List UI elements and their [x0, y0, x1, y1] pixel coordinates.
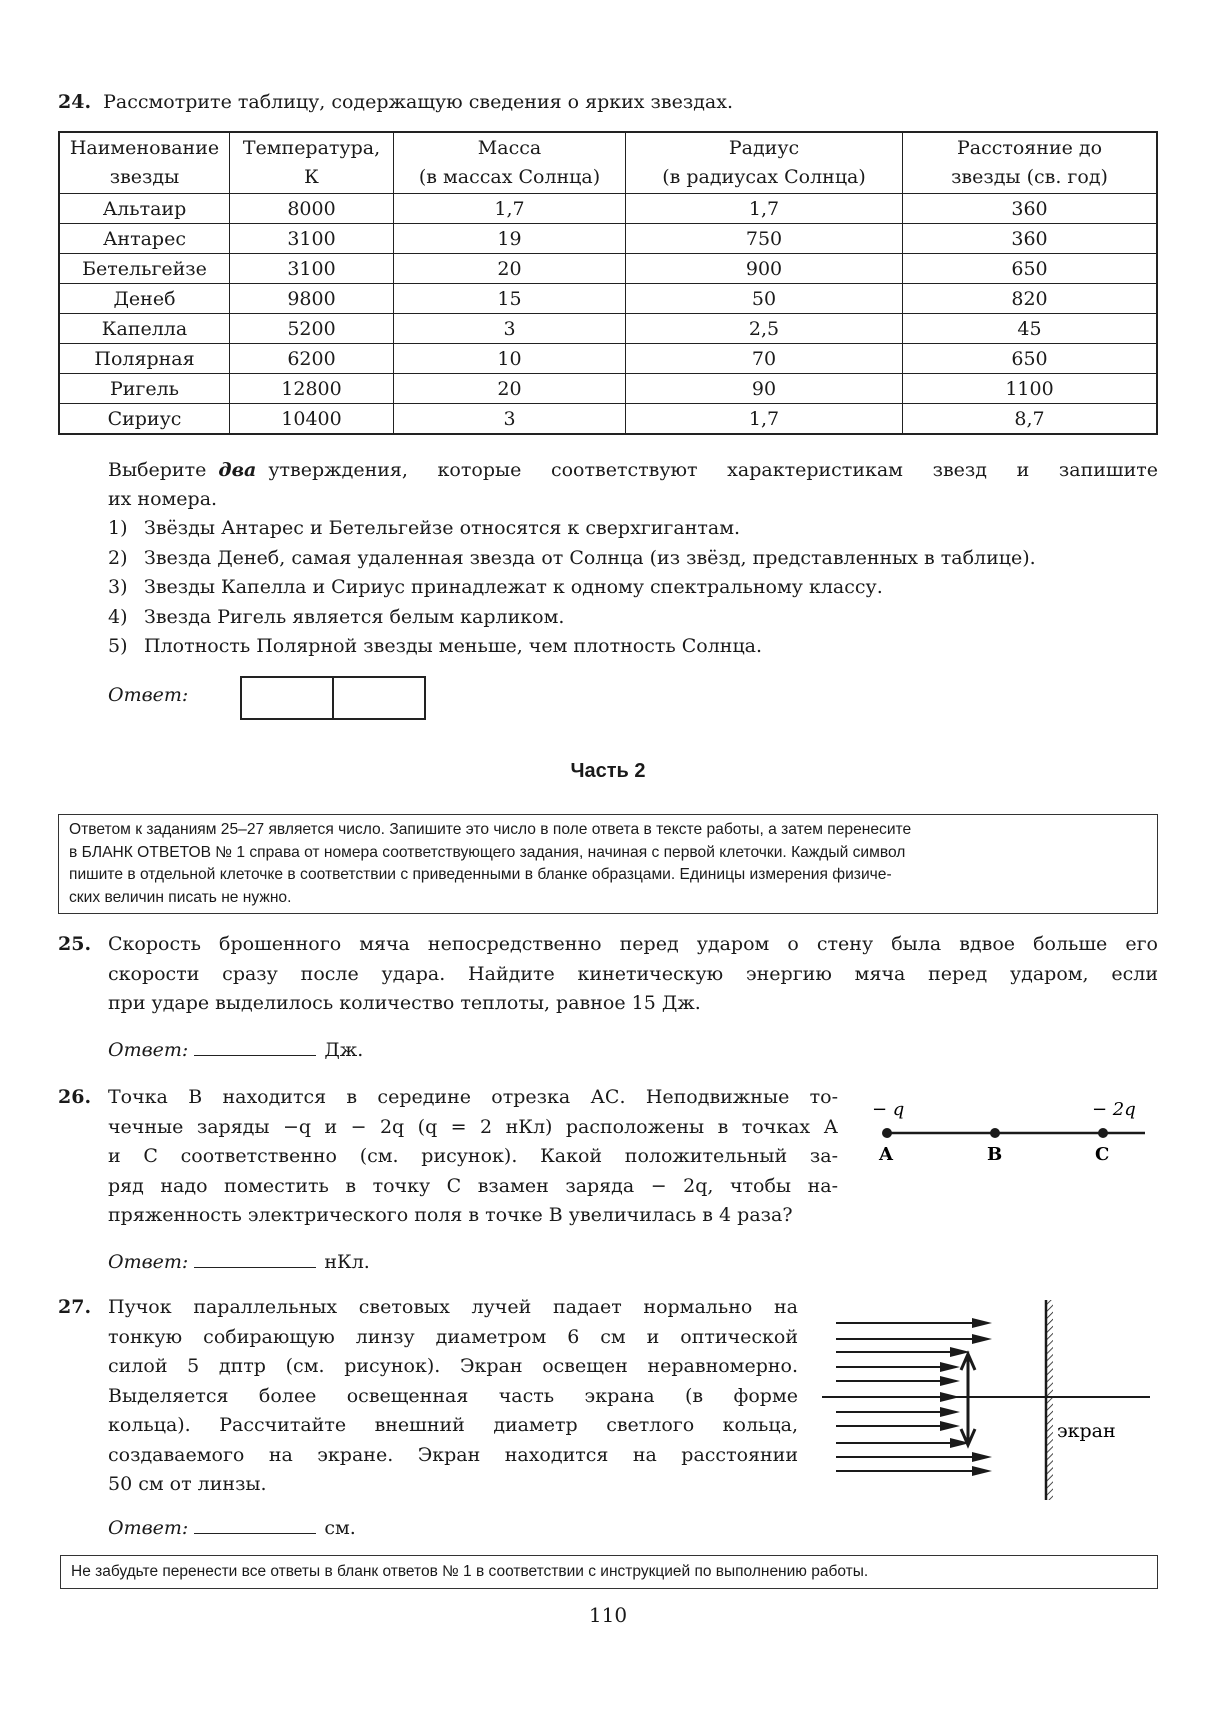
point-a-dot — [882, 1128, 892, 1138]
table-row — [59, 224, 1157, 254]
q26-answer — [108, 1247, 370, 1273]
part2-instructions — [58, 814, 1158, 914]
q27-number: 27. — [58, 1296, 92, 1318]
q24-prompt-before: Выберите — [108, 459, 207, 481]
header-mass: Масса (в массах Солнца) — [394, 132, 626, 194]
q24-answer-label: Ответ: — [108, 684, 189, 706]
cell-radius: 50 — [626, 284, 903, 314]
arrow-head-icon — [972, 1452, 992, 1462]
charge-c-label: − 2q — [1092, 1099, 1136, 1120]
arrow-head-icon — [972, 1334, 992, 1344]
arrow-head-icon — [940, 1407, 960, 1417]
arrow-head-icon — [940, 1421, 960, 1431]
page-number: 110 — [588, 1603, 628, 1627]
q26-number: 26. — [58, 1086, 92, 1108]
q26-unit: нКл. — [324, 1251, 370, 1273]
point-a-label: A — [879, 1144, 893, 1165]
q26-answer-label: Ответ: — [108, 1251, 189, 1273]
cell-name: Денеб — [59, 284, 230, 314]
q24-answer-boxes[interactable] — [240, 676, 426, 720]
cell-distance: 360 — [903, 224, 1158, 254]
charge-a-label: − q — [872, 1099, 905, 1120]
q25-text: Скорость брошенного мяча непосредственно перед ударом о стену была вдвое больше его скорости сразу после удара. Найдите кинетическую энергию мяча перед ударом, если при ударе выделилось количество теплоты, равное 15 Дж. — [108, 933, 1158, 1014]
cell-distance: 360 — [903, 194, 1158, 224]
table-row — [59, 194, 1157, 224]
cell-temperature: 3100 — [230, 224, 394, 254]
q24-prompt-emphasis: два — [218, 459, 257, 481]
cell-temperature: 6200 — [230, 344, 394, 374]
cell-radius: 90 — [626, 374, 903, 404]
point-c-dot — [1098, 1128, 1108, 1138]
instruction-line: в БЛАНК ОТВЕТОВ № 1 справа от номера соответствующего задания, начиная с первой клеточки. Каждый символ — [69, 843, 906, 861]
q24-option: 1) Звёзды Антарес и Бетельгейзе относятся к сверхгигантам. — [108, 517, 741, 539]
table-row — [59, 254, 1157, 284]
q25-unit: Дж. — [324, 1039, 364, 1061]
cell-radius: 1,7 — [626, 194, 903, 224]
cell-radius: 1,7 — [626, 404, 903, 435]
q25-number: 25. — [58, 933, 92, 955]
cell-temperature: 8000 — [230, 194, 394, 224]
arrow-head-icon — [940, 1376, 960, 1386]
q24-option: 3) Звезды Капелла и Сириус принадлежат к одному спектральному классу. — [108, 576, 883, 598]
q26-answer-field[interactable] — [194, 1247, 316, 1268]
arrow-head-icon — [972, 1466, 992, 1476]
cell-distance: 650 — [903, 344, 1158, 374]
q27-text: Пучок параллельных световых лучей падает нормально на тонкую собирающую линзу диаметром 6 см и оптической силой 5 дптр (см. рисунок). Экран освещен неравномерно. Выделяется более освещенная часть экрана (в форме кольца). Рассчитайте внешний диаметр светлого кольца, создаваемого на экране. Экран находится на расстоянии 50 см от линзы. — [108, 1296, 798, 1495]
q26-text: Точка В находится в середине отрезка АС. Неподвижные то- чечные заряды −q и − 2q (q = 2 нКл) расположены в точках А и С соответственно (см. рисунок). Какой положительный за- ряд надо поместить в точку С взамен заряда − 2q, чтобы на- пряженность электрического поля в точке В увеличилась в 4 раза? — [108, 1086, 838, 1226]
table-row — [59, 344, 1157, 374]
cell-name: Бетельгейзе — [59, 254, 230, 284]
cell-temperature: 9800 — [230, 284, 394, 314]
cell-distance: 8,7 — [903, 404, 1158, 435]
converging-lens-icon — [961, 1354, 975, 1445]
charges-diagram — [860, 1090, 1160, 1170]
answer-cell-1[interactable] — [242, 678, 332, 718]
cell-radius: 2,5 — [626, 314, 903, 344]
cell-name: Полярная — [59, 344, 230, 374]
cell-radius: 750 — [626, 224, 903, 254]
cell-mass: 3 — [394, 314, 626, 344]
cell-name: Антарес — [59, 224, 230, 254]
cell-mass: 3 — [394, 404, 626, 435]
instruction-line: пишите в отдельной клеточке в соответствии с приведенными в бланке образцами. Единицы измерения физиче- — [69, 866, 892, 883]
cell-mass: 1,7 — [394, 194, 626, 224]
table-row — [59, 404, 1157, 435]
arrow-head-icon — [940, 1362, 960, 1372]
q24-option: 5) Плотность Полярной звезды меньше, чем плотность Солнца. — [108, 635, 763, 657]
cell-name: Альтаир — [59, 194, 230, 224]
lens-diagram — [820, 1290, 1160, 1510]
cell-mass: 19 — [394, 224, 626, 254]
answer-cell-2[interactable] — [332, 678, 424, 718]
instruction-line: Ответом к заданиям 25–27 является число. Запишите это число в поле ответа в тексте работы, а затем перенесите — [69, 821, 912, 838]
cell-distance: 45 — [903, 314, 1158, 344]
q27-answer-label: Ответ: — [108, 1517, 189, 1539]
stars-table — [58, 131, 1158, 435]
header-radius: Радиус (в радиусах Солнца) — [626, 132, 903, 194]
cell-temperature: 12800 — [230, 374, 394, 404]
q24-option: 2) Звезда Денеб, самая удаленная звезда от Солнца (из звёзд, представленных в таблице). — [108, 546, 1036, 569]
screen-label: экран — [1057, 1420, 1116, 1442]
cell-radius: 70 — [626, 344, 903, 374]
cell-distance: 650 — [903, 254, 1158, 284]
instruction-line: ских величин писать не нужно. — [69, 888, 292, 906]
cell-temperature: 5200 — [230, 314, 394, 344]
cell-radius: 900 — [626, 254, 903, 284]
cell-mass: 15 — [394, 284, 626, 314]
table-row — [59, 284, 1157, 314]
q24-prompt-after: утверждения, которые соответствуют характеристикам звезд и запишите — [268, 459, 1158, 481]
q27-answer — [108, 1513, 356, 1539]
cell-mass: 20 — [394, 254, 626, 284]
table-row — [59, 314, 1157, 344]
cell-name: Сириус — [59, 404, 230, 435]
q24-heading — [58, 88, 733, 117]
q25-answer-label: Ответ: — [108, 1039, 189, 1061]
header-temperature: Температура, К — [230, 132, 394, 194]
cell-temperature: 3100 — [230, 254, 394, 284]
q24-option: 4) Звезда Ригель является белым карликом. — [108, 605, 565, 628]
point-b-dot — [990, 1128, 1000, 1138]
q24-prompt-line1 — [108, 456, 1158, 485]
q25-answer-field[interactable] — [194, 1035, 316, 1056]
footer-reminder: Не забудьте перенести все ответы в бланк ответов № 1 в соответствии с инструкцией по выполнению работы. — [60, 1555, 1158, 1589]
table-row — [59, 374, 1157, 404]
cell-distance: 1100 — [903, 374, 1158, 404]
q24-prompt-line2: их номера. — [108, 488, 218, 510]
part2-title: Часть 2 — [570, 760, 646, 782]
point-b-label: B — [987, 1144, 1003, 1165]
arrow-head-icon — [940, 1392, 960, 1402]
q25-answer — [108, 1035, 363, 1061]
cell-temperature: 10400 — [230, 404, 394, 435]
q27-answer-field[interactable] — [194, 1513, 316, 1534]
cell-name: Ригель — [59, 374, 230, 404]
point-c-label: C — [1095, 1144, 1110, 1165]
q24-intro: Рассмотрите таблицу, содержащую сведения о ярких звездах. — [103, 91, 734, 113]
arrow-head-icon — [972, 1318, 992, 1328]
cell-mass: 20 — [394, 374, 626, 404]
cell-mass: 10 — [394, 344, 626, 374]
table-header-row — [59, 132, 1157, 194]
q24-options — [108, 514, 1036, 662]
header-distance: Расстояние до звезды (св. год) — [903, 132, 1158, 194]
cell-distance: 820 — [903, 284, 1158, 314]
q24-number: 24. — [58, 91, 92, 113]
header-name: Наименование звезды — [59, 132, 230, 194]
cell-name: Капелла — [59, 314, 230, 344]
q27-unit: см. — [324, 1517, 356, 1539]
